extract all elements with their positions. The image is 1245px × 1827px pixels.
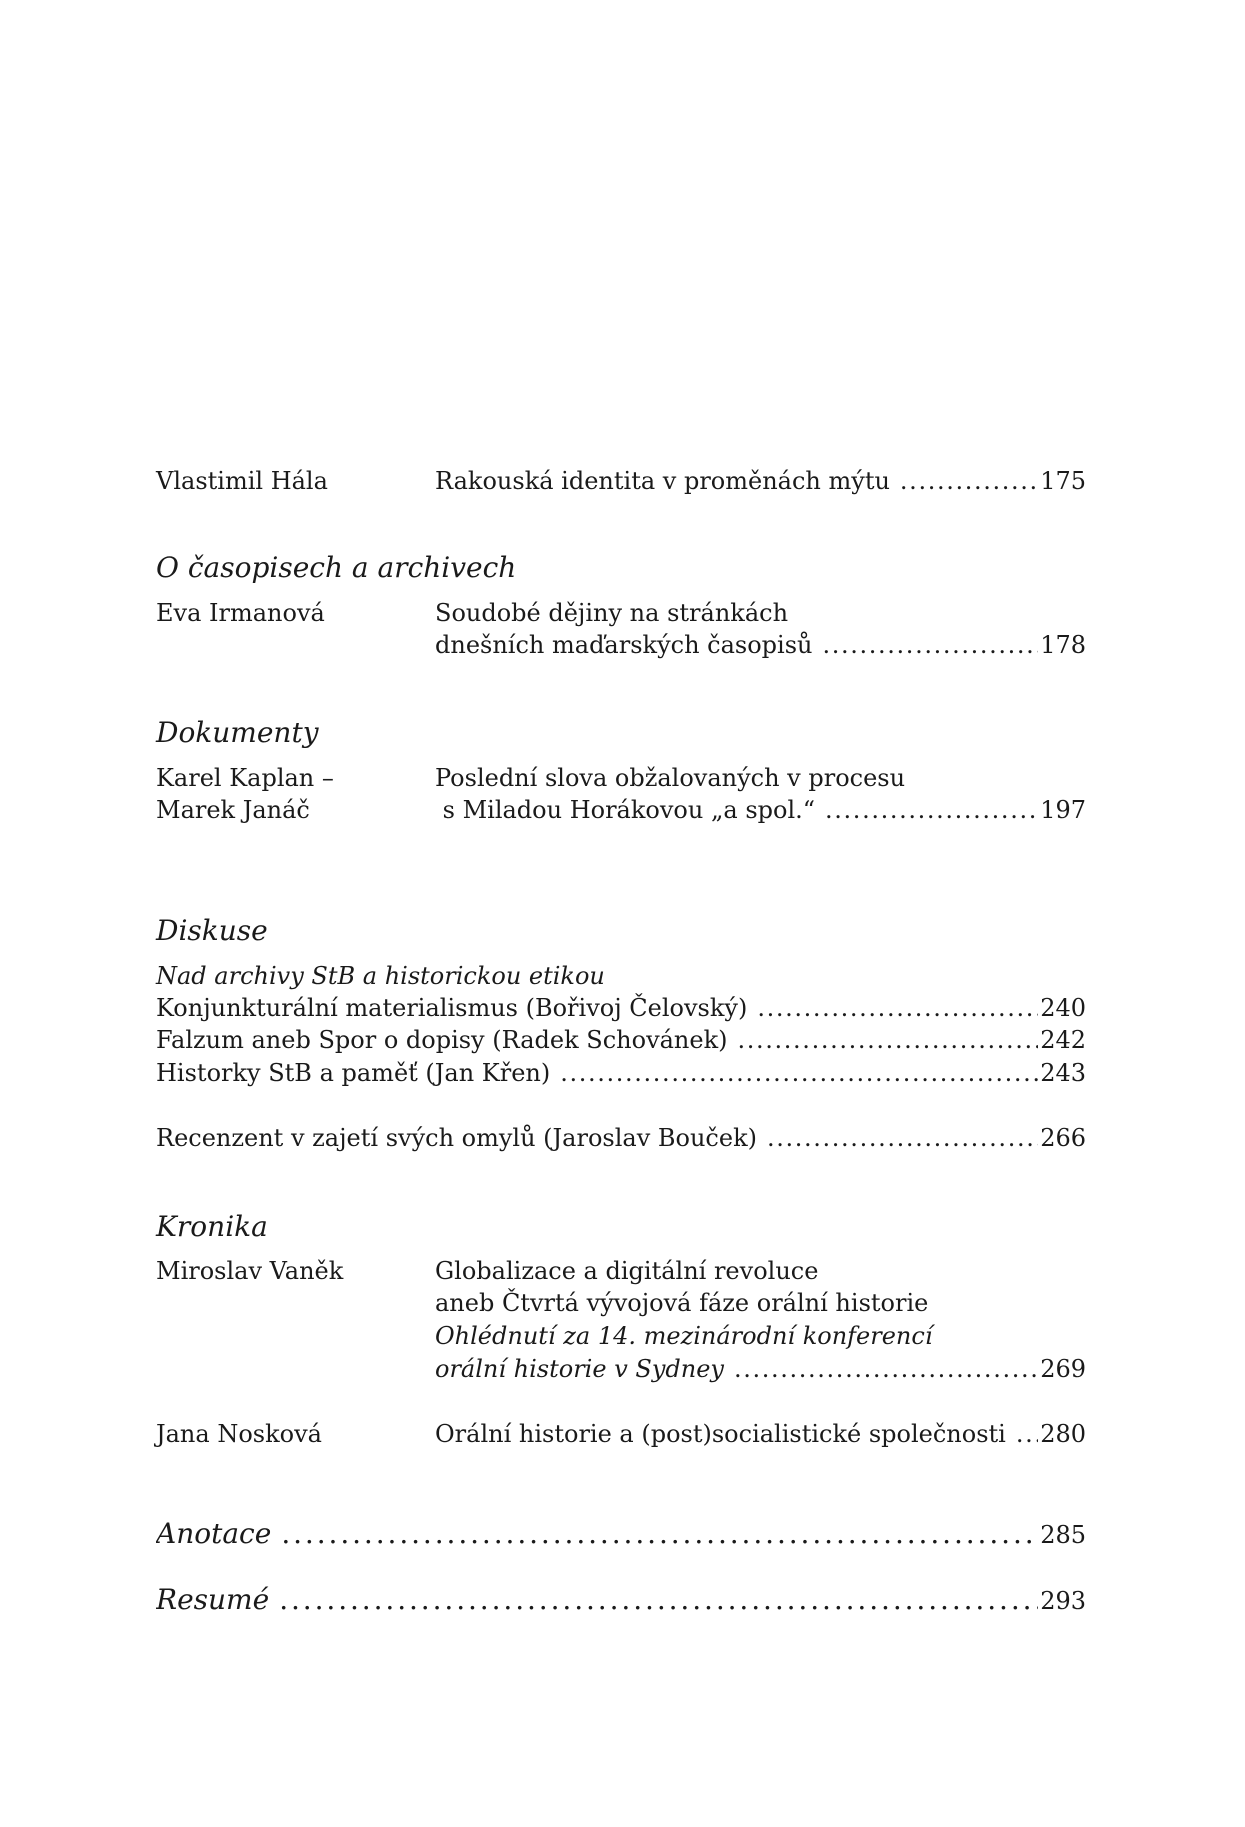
page-number: 269 [1040,1355,1086,1383]
section-heading-dokumenty: Dokumenty [156,716,319,749]
entry-title: Falzum aneb Spor o dopisy (Radek Schovánek) [156,1026,728,1054]
toc-entry-vanek-line4 [156,1352,1086,1386]
page-number: 240 [1040,994,1086,1022]
entry-subtitle: Ohlédnutí za 14. mezinárodní konferencí [435,1322,933,1350]
toc-entry-irmanova-line1 [156,596,1086,630]
section-heading-diskuse: Diskuse [156,914,268,947]
page-number: 293 [1040,1587,1086,1615]
toc-entry-schovanek [156,1023,1086,1057]
toc-entry-vanek-line1 [156,1254,1086,1288]
entry-title: Recenzent v zajetí svých omylů (Jaroslav Bouček) [156,1124,757,1152]
entry-subtitle: orální historie v Sydney [435,1355,724,1383]
entry-title: Rakouská identita v proměnách mýtu [435,467,890,495]
toc-entry-boucek [156,1121,1086,1155]
toc-entry-vanek-line2 [156,1286,1086,1320]
entry-title: Historky StB a paměť (Jan Křen) [156,1059,551,1087]
toc-entry-irmanova-line2 [156,628,1086,662]
page-number: 175 [1040,467,1086,495]
leader-dots [734,1352,1038,1386]
toc-entry-vanek-line3 [156,1319,1086,1353]
entry-title: dnešních maďarských časopisů [435,631,813,659]
entry-title: Soudobé dějiny na stránkách [435,599,789,627]
toc-entry-resume [156,1581,1086,1619]
page-number: 243 [1040,1059,1086,1087]
entry-author: Marek Janáč [156,796,310,824]
entry-title: Resumé [156,1583,270,1616]
leader-dots [279,1581,1038,1619]
section-heading-casopisy: O časopisech a archivech [156,551,517,584]
toc-entry-kaplan-line1 [156,761,1086,795]
entry-author: Eva Irmanová [156,599,325,627]
toc-entry-kren [156,1056,1086,1090]
page-number: 280 [1040,1420,1086,1448]
page-number: 197 [1040,796,1086,824]
entry-title: Orální historie a (post)socialistické společnosti [435,1420,1006,1448]
leader-dots [738,1023,1039,1057]
leader-dots [757,991,1038,1025]
entry-title: Globalizace a digitální revoluce [435,1257,819,1285]
toc-entry-hala [156,464,1086,498]
subheading-text: Nad archivy StB a historickou etikou [156,962,605,990]
toc-entry-anotace [156,1515,1086,1553]
page-number: 242 [1040,1026,1086,1054]
entry-author: Jana Nosková [156,1420,322,1448]
entry-author: Miroslav Vaněk [156,1257,344,1285]
entry-title: s Miladou Horákovou „a spol.“ [435,796,816,824]
page-number: 178 [1040,631,1086,659]
page-number: 266 [1040,1124,1086,1152]
entry-author: Karel Kaplan – [156,764,334,792]
entry-title: Poslední slova obžalovaných v procesu [435,764,906,792]
page-number: 285 [1040,1521,1086,1549]
entry-title: Konjunkturální materialismus (Bořivoj Čelovský) [156,994,748,1022]
toc-entry-noskova [156,1417,1086,1451]
leader-dots [822,628,1038,662]
leader-dots [281,1515,1038,1553]
diskuse-subheading [156,959,1086,993]
section-heading-kronika: Kronika [156,1210,268,1243]
leader-dots [767,1121,1038,1155]
entry-author: Vlastimil Hála [156,467,328,495]
toc-entry-celovsky [156,991,1086,1025]
leader-dots [1016,1417,1038,1451]
toc-entry-kaplan-line2 [156,793,1086,827]
leader-dots [560,1056,1038,1090]
entry-title: aneb Čtvrtá vývojová fáze orální historie [435,1289,929,1317]
leader-dots [900,464,1038,498]
entry-title: Anotace [156,1517,272,1550]
leader-dots [825,793,1038,827]
